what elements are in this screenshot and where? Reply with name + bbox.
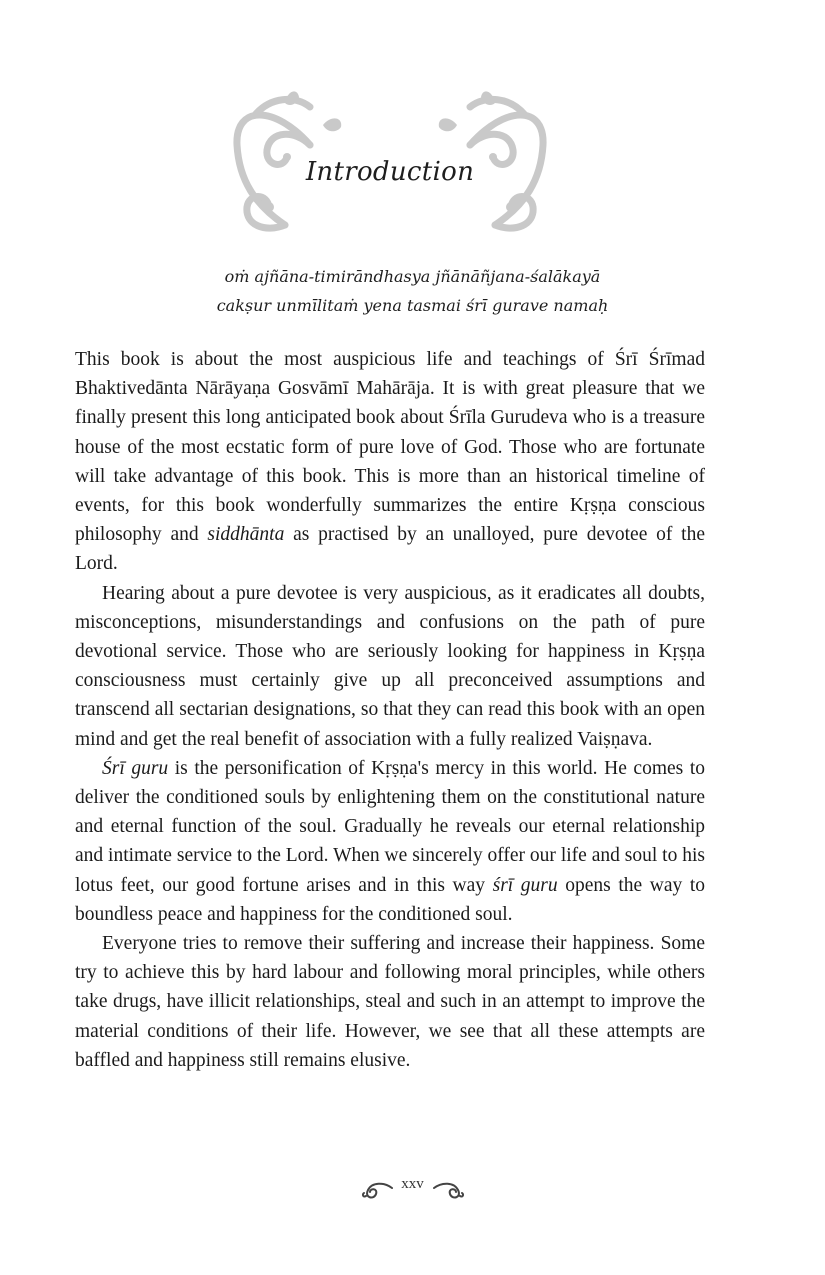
page-footer <box>0 1176 825 1202</box>
chapter-header <box>225 85 555 245</box>
paragraph-4: Everyone tries to remove their suffering and increase their happiness. Some try to achieve this by hard labour and following moral principles, while others take drugs, have illicit relationships, steal and such in an attempt to improve the material conditions of their life. However, we see that all these attempts are baffled and happiness still remains elusive. <box>75 933 705 1071</box>
paragraph-3: Śrī guru is the personification of Kṛṣṇa's mercy in this world. He comes to deliver the conditioned souls by enlightening them on the constitutional nature and eternal function of the soul. Gradually he reveals our eternal relationship and intimate service to the Lord. When we sincerely offer our life and soul to his lotus feet, our good fortune arises and in this way śrī guru opens the way to boundless peace and happiness for the conditioned soul. <box>75 757 705 925</box>
folio-flourish-icon <box>432 1180 466 1202</box>
verse-line-1: oṁ ajñāna-timirāndhasya jñānāñjana-śalākayā <box>224 267 601 286</box>
folio-flourish-icon <box>360 1180 394 1202</box>
paragraph-2: Hearing about a pure devotee is very auspicious, as it eradicates all doubts, misconceptions, misunderstandings and confusions on the path of pure devotional service. Those who are seriously looking for happiness in Kṛṣṇa consciousness must certainly give up all preconceived assumptions and transcend all sectarian designations, so that they can read this book with an open mind and get the real benefit of association with a fully realized Vaiṣṇava. <box>75 582 705 750</box>
page-number: xxv <box>401 1176 424 1193</box>
body-text <box>75 345 705 1075</box>
invocation-verse <box>0 262 825 320</box>
verse-line-2: cakṣur unmīlitaṁ yena tasmai śrī gurave namaḥ <box>216 296 609 315</box>
paragraph-1: This book is about the most auspicious life and teachings of Śrī Śrīmad Bhaktivedānta Nārāyaṇa Gosvāmī Mahārāja. It is with great pleasure that we finally present this long anticipated book about Śrīla Gurudeva who is a treasure house of the most ecstatic form of pure love of God. Those who are fortunate will take advantage of this book. This is more than an historical timeline of events, for this book wonderfully summarizes the entire Kṛṣṇa conscious philosophy and siddhānta as practised by an unalloyed, pure devotee of the Lord. <box>75 349 705 575</box>
page-title: Introduction <box>305 157 475 187</box>
